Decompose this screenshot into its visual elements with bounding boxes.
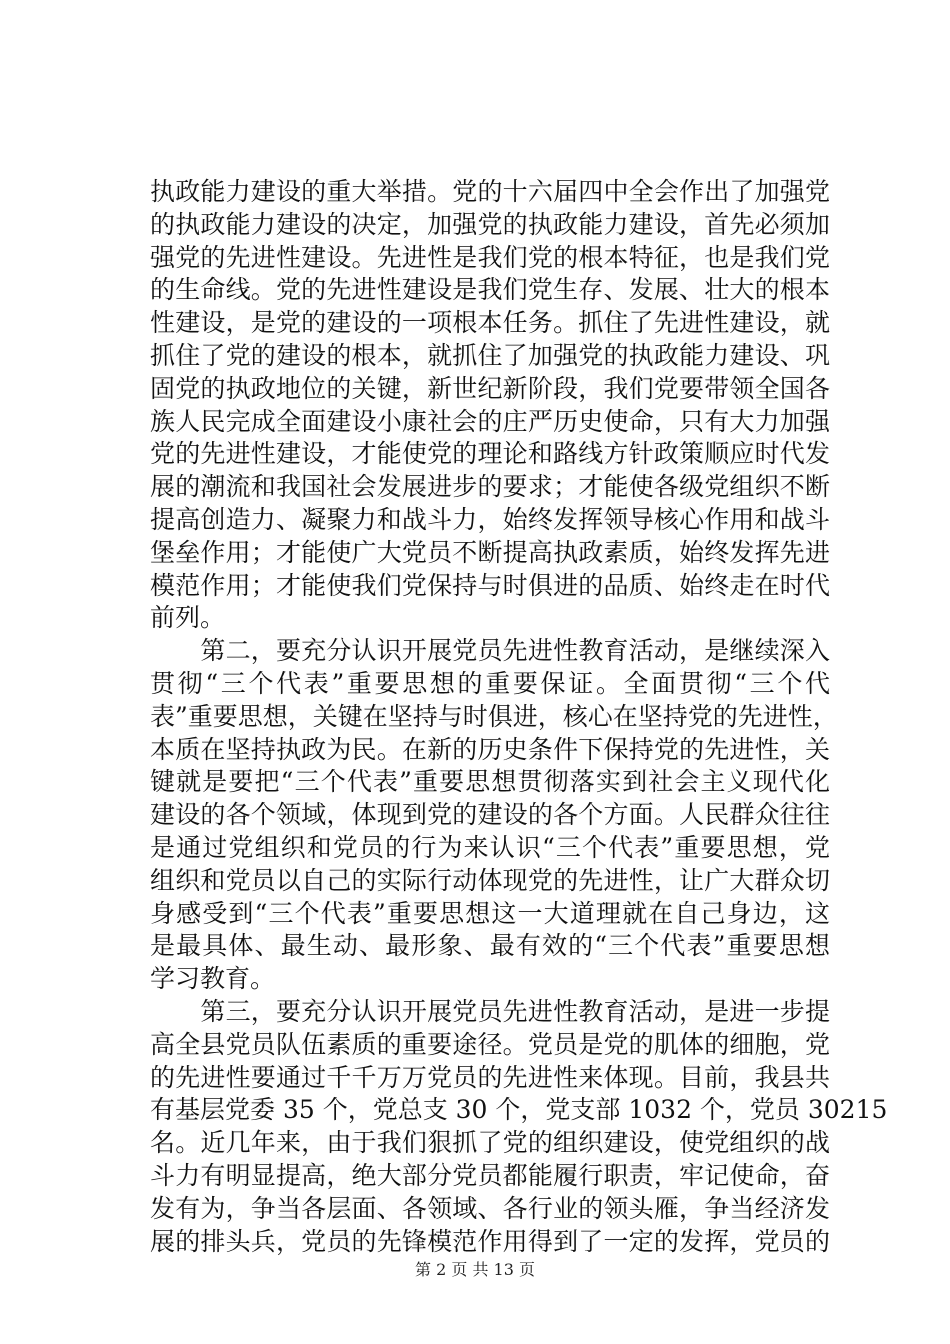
text-line: 展的排头兵，党员的先锋模范作用得到了一定的发挥，党员的 [150, 1226, 830, 1256]
text-line: 建设的各个领域，体现到党的建设的各个方面。人民群众往往 [150, 800, 830, 830]
text-line: 是最具体、最生动、最形象、最有效的“三个代表”重要思想 [150, 931, 830, 961]
text-line: 党的先进性建设，才能使党的理论和路线方针政策顺应时代发 [150, 439, 830, 469]
text-line: 展的潮流和我国社会发展进步的要求；才能使各级党组织不断 [150, 472, 830, 502]
text-line: 是通过党组织和党员的行为来认识“三个代表”重要思想，党 [150, 832, 830, 862]
text-line: 有基层党委 35 个，党总支 30 个，党支部 1032 个，党员 30215 [150, 1095, 888, 1125]
text-line: 第二，要充分认识开展党员先进性教育活动，是继续深入 [150, 636, 830, 666]
text-line: 键就是要把“三个代表”重要思想贯彻落实到社会主义现代化 [150, 767, 830, 797]
text-line: 发有为，争当各层面、各领域、各行业的领头雁，争当经济发 [150, 1193, 830, 1223]
text-line: 性建设，是党的建设的一项根本任务。抓住了先进性建设，就 [150, 308, 830, 338]
body-text [150, 176, 888, 1258]
text-line: 学习教育。 [150, 964, 276, 994]
text-line: 的生命线。党的先进性建设是我们党生存、发展、壮大的根本 [150, 275, 830, 305]
text-line: 固党的执政地位的关键，新世纪新阶段，我们党要带领全国各 [150, 373, 830, 403]
text-line: 身感受到“三个代表”重要思想这一大道理就在自己身边，这 [150, 898, 830, 928]
text-line: 高全县党员队伍素质的重要途径。党员是党的肌体的细胞，党 [150, 1029, 830, 1059]
text-line: 强党的先进性建设。先进性是我们党的根本特征，也是我们党 [150, 242, 830, 272]
text-line: 提高创造力、凝聚力和战斗力，始终发挥领导核心作用和战斗 [150, 504, 830, 534]
text-line: 第三，要充分认识开展党员先进性教育活动，是进一步提 [150, 996, 830, 1026]
text-line: 的先进性要通过千千万万党员的先进性来体现。目前，我县共 [150, 1062, 830, 1092]
text-line: 模范作用；才能使我们党保持与时俱进的品质、始终走在时代 [150, 570, 830, 600]
text-line: 贯彻“三个代表”重要思想的重要保证。全面贯彻“三个代 [150, 668, 830, 698]
text-line: 斗力有明显提高，绝大部分党员都能履行职责，牢记使命，奋 [150, 1160, 830, 1190]
text-line: 执政能力建设的重大举措。党的十六届四中全会作出了加强党 [150, 177, 830, 206]
text-line: 名。近几年来，由于我们狠抓了党的组织建设，使党组织的战 [150, 1128, 830, 1158]
text-line: 族人民完成全面建设小康社会的庄严历史使命，只有大力加强 [150, 406, 830, 436]
text-line: 组织和党员以自己的实际行动体现党的先进性，让广大群众切 [150, 865, 830, 895]
text-line: 表”重要思想，关键在坚持与时俱进，核心在坚持党的先进性， [150, 701, 838, 731]
text-line: 堡垒作用；才能使广大党员不断提高执政素质，始终发挥先进 [150, 537, 830, 567]
text-line: 的执政能力建设的决定，加强党的执政能力建设，首先必须加 [150, 209, 830, 239]
text-line: 前列。 [150, 603, 226, 633]
page-footer: 第 2 页 共 13 页 [415, 1260, 535, 1279]
text-line: 本质在坚持执政为民。在新的历史条件下保持党的先进性，关 [150, 734, 830, 764]
text-line: 抓住了党的建设的根本，就抓住了加强党的执政能力建设、巩 [150, 340, 830, 370]
